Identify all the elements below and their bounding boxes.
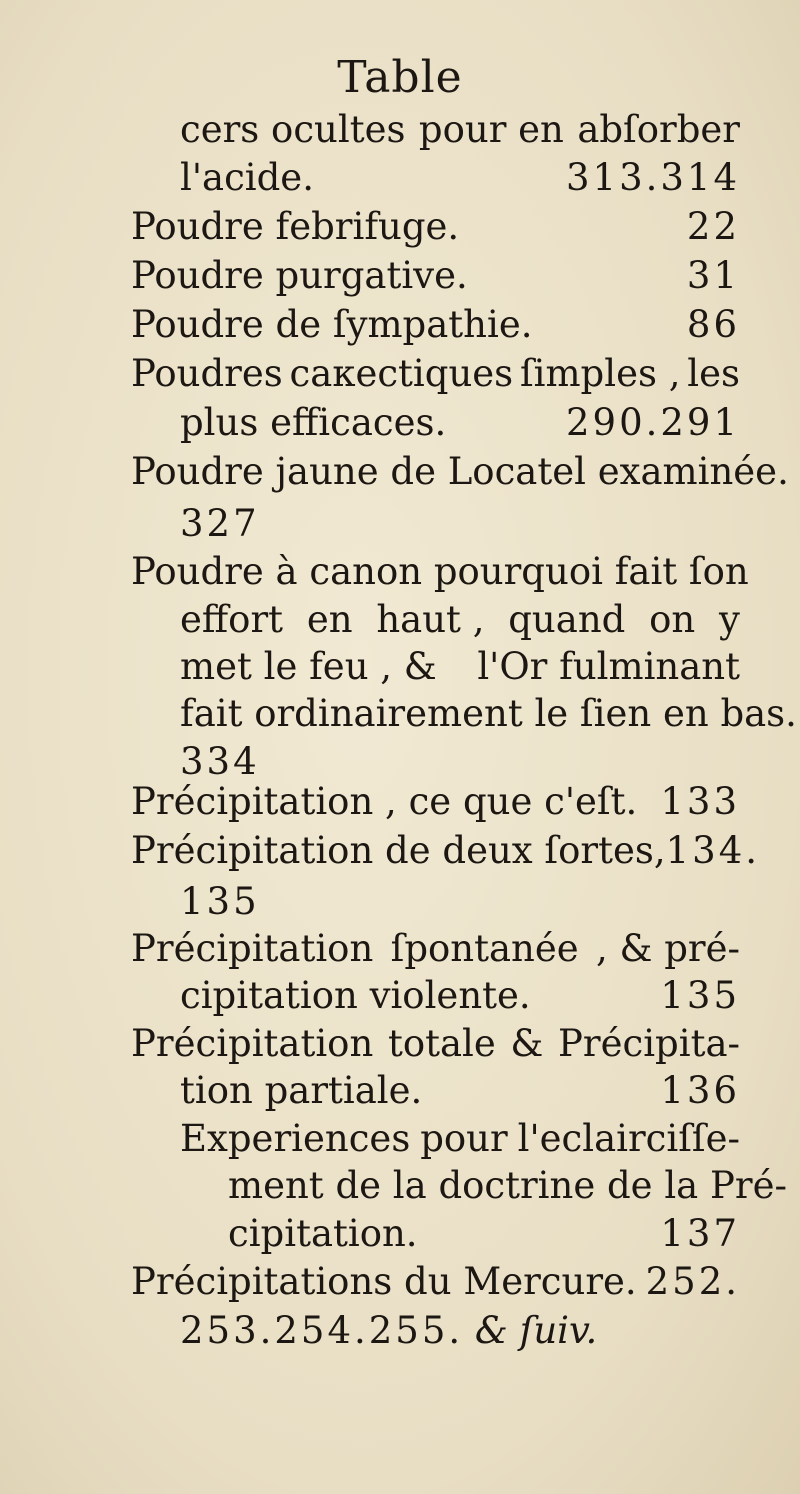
entry-text: Poudre de ſympathie. (131, 303, 533, 346)
index-line (180, 399, 740, 447)
entry-text: Poudres (131, 352, 283, 395)
page-number: 31 (686, 254, 740, 297)
entry-text: on (649, 598, 696, 641)
entry-text: Précipitation de deux ſortes, (131, 829, 666, 872)
entry-text: l'eclairciſſe- (517, 1117, 740, 1160)
index-line (131, 1020, 740, 1068)
entry-text: totale (387, 1022, 496, 1065)
page-number: 313.314 (565, 156, 740, 199)
index-line (131, 301, 740, 349)
entry-text: fait ordinairement le ſien en bas. (180, 692, 797, 735)
index-line (131, 1258, 740, 1306)
index-line (131, 448, 789, 496)
index-line (131, 548, 749, 596)
entry-text: & (510, 1022, 544, 1065)
index-line (180, 154, 740, 202)
page-number: 253.254.255. (180, 1309, 464, 1352)
entry-text: y (719, 598, 740, 641)
entry-text: , & pré- (596, 927, 740, 970)
entry-text: pour en (418, 108, 564, 151)
index-line (180, 690, 797, 738)
entry-text: plus efficaces. (180, 401, 447, 444)
index-line (180, 643, 740, 691)
index-line (131, 778, 740, 826)
entry-text: tion partiale. (180, 1069, 423, 1112)
index-line (131, 203, 740, 251)
index-line (180, 1115, 740, 1163)
entry-text: Experiences (180, 1117, 411, 1160)
entry-text: Poudre à canon pourquoi fait ſon (131, 550, 749, 593)
page-number: 137 (660, 1212, 740, 1255)
page-title: Table (337, 52, 463, 103)
entry-text: en (306, 598, 353, 641)
entry-text: cipitation violente. (180, 974, 531, 1017)
page-number: 133 (660, 780, 740, 823)
index-line (180, 878, 740, 926)
entry-text: Précipitation (131, 927, 374, 970)
entry-text: l'acide. (180, 156, 314, 199)
index-line (180, 1307, 740, 1355)
entry-text: Poudre febrifuge. (131, 205, 460, 248)
index-line (131, 252, 740, 300)
page-number: 22 (686, 205, 740, 248)
index-line (180, 972, 740, 1020)
page-number: 327 (180, 502, 260, 545)
page-number: 334 (180, 740, 260, 783)
entry-text: Précipitation (131, 1022, 374, 1065)
index-line (131, 827, 760, 875)
page-number: 134. (665, 829, 760, 872)
entry-text: Précipita- (558, 1022, 740, 1065)
entry-text: Précipitations du Mercure. (131, 1260, 637, 1303)
index-line (131, 350, 740, 398)
index-line (131, 925, 740, 973)
entry-text: quand (508, 598, 626, 641)
entry-text: pour (420, 1117, 508, 1160)
page-number: 136 (660, 1069, 740, 1112)
entry-text: caκectiques (289, 352, 514, 395)
index-line (180, 106, 740, 154)
entry-text: abſorber (577, 108, 740, 151)
page-number: 252. (645, 1260, 740, 1303)
index-line (180, 596, 740, 644)
entry-text: l'Or fulminant (477, 645, 740, 688)
entry-text: Poudre jaune de Locatel examinée. (131, 450, 789, 493)
entry-text: cers ocultes (180, 108, 406, 151)
index-line (180, 500, 740, 548)
entry-text: ſimples , (519, 352, 681, 395)
entry-text: cipitation. (228, 1212, 418, 1255)
entry-text: met le feu , & (180, 645, 437, 688)
page-number: 86 (686, 303, 740, 346)
page-number: 290.291 (565, 401, 740, 444)
entry-text: effort (180, 598, 284, 641)
index-line (180, 1067, 740, 1115)
entry-text: Précipitation , ce que c'eſt. (131, 780, 638, 823)
entry-text: haut , (376, 598, 485, 641)
entry-text: Poudre purgative. (131, 254, 468, 297)
index-line (228, 1162, 787, 1210)
index-line (228, 1210, 740, 1258)
page-number: 135 (660, 974, 740, 1017)
entry-text: ſpontanée (390, 927, 579, 970)
page-number: 135 (180, 880, 260, 923)
entry-text: ment de la doctrine de la Pré- (228, 1164, 787, 1207)
entry-text: les (687, 352, 740, 395)
entry-text: & ſuiv. (474, 1309, 598, 1352)
